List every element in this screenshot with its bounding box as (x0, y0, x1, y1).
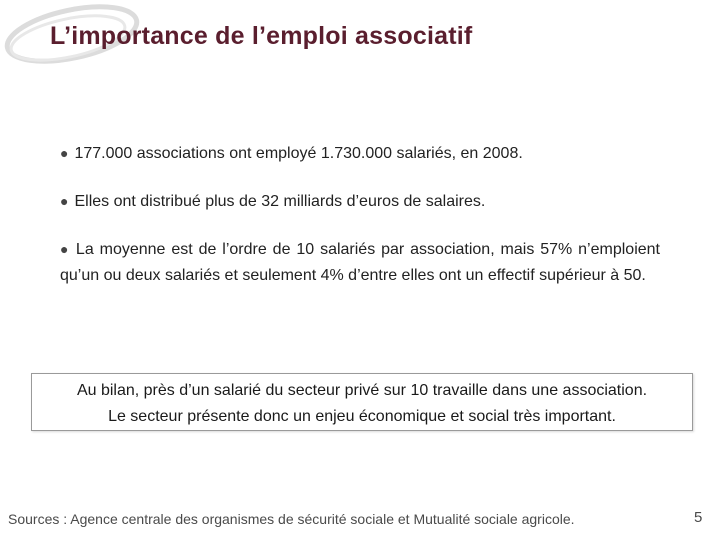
bullet-dot-icon: ● (60, 193, 69, 209)
bullet-item (60, 236, 660, 289)
bullet-text: Elles ont distribué plus de 32 milliards d’euros de salaires. (74, 193, 486, 210)
summary-line-2: Le secteur présente donc un enjeu économique et social très important. (108, 408, 616, 425)
summary-line-1: Au bilan, près d’un salarié du secteur privé sur 10 travaille dans une association. (76, 382, 648, 399)
bullet-dot-icon: ● (60, 145, 69, 161)
summary-box (31, 373, 693, 431)
bullet-text: 177.000 associations ont employé 1.730.000 salariés, en 2008. (74, 145, 523, 162)
sources-footnote: Sources : Agence centrale des organismes de sécurité sociale et Mutualité sociale agricole. (8, 511, 575, 527)
bullet-item (60, 140, 660, 167)
slide-title: L’importance de l’emploi associatif (50, 22, 473, 50)
page-number: 5 (694, 509, 703, 526)
bullet-dot-icon: ● (60, 241, 70, 257)
bullet-list (60, 140, 660, 310)
bullet-text: La moyenne est de l’ordre de 10 salariés par association, mais 57% n’emploient qu’un ou deux salariés et seulement 4% d’entre elles ont un effectif supérieur à 50. (60, 241, 660, 284)
bullet-item (60, 188, 660, 215)
